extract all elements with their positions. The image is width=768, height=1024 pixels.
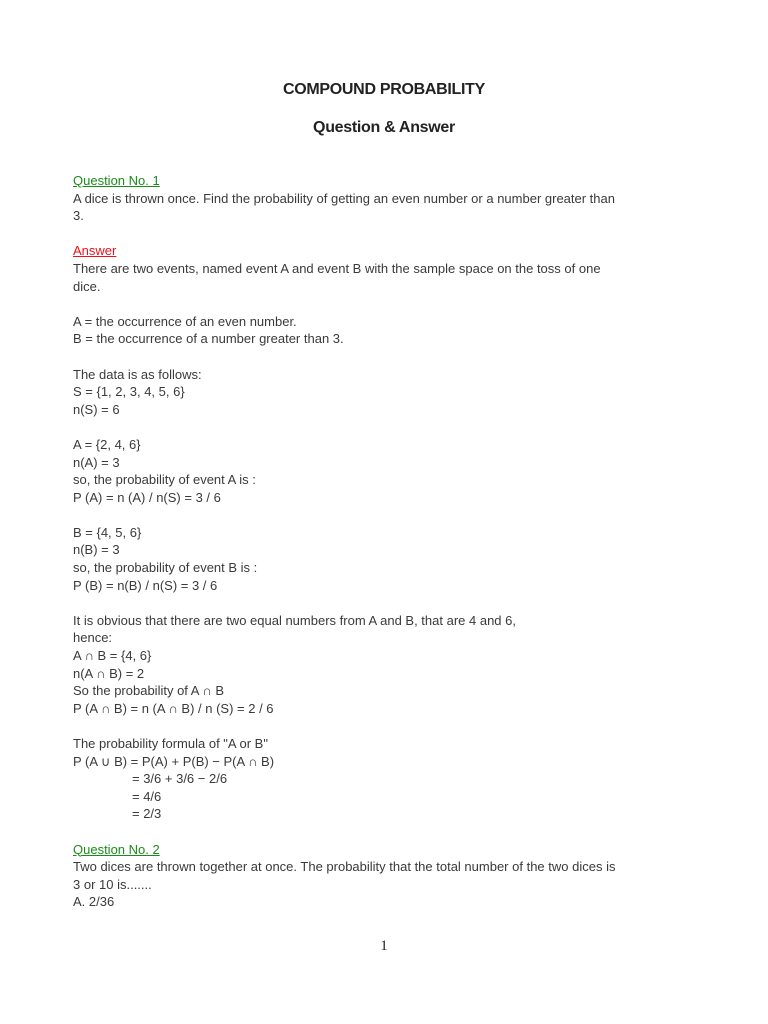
formula-intro: The probability formula of "A or B" bbox=[73, 736, 268, 751]
document-title: COMPOUND PROBABILITY bbox=[282, 81, 485, 98]
event-a-line: A = {2, 4, 6} bbox=[73, 436, 141, 452]
answer-intro-line: There are two events, named event A and event B with the sample space on the toss of one bbox=[73, 260, 601, 276]
intersection-line: So the probability of A ∩ B bbox=[73, 683, 224, 699]
intersection-line: n(A ∩ B) = 2 bbox=[73, 665, 145, 681]
answer-1-heading: Answer bbox=[73, 243, 117, 259]
question-2-option: A. 2/36 bbox=[73, 894, 115, 910]
intersection-line: A ∩ B = {4, 6} bbox=[73, 648, 152, 664]
event-a-line: P (A) = n (A) / n(S) = 3 / 6 bbox=[73, 489, 221, 505]
event-a-line: n(A) = 3 bbox=[73, 454, 120, 470]
question-2-text-line: 3 or 10 is....... bbox=[73, 876, 152, 892]
question-1-text-line: 3. bbox=[73, 208, 84, 224]
intersection-line: hence: bbox=[73, 630, 113, 646]
intersection-line: It is obvious that there are two equal numbers from A and B, that are 4 and 6, bbox=[73, 612, 516, 628]
formula-step: = 2/3 bbox=[132, 806, 162, 822]
sample-space-line: n(S) = 6 bbox=[73, 401, 120, 417]
event-b-line: P (B) = n(B) / n(S) = 3 / 6 bbox=[73, 577, 218, 593]
event-b-line: n(B) = 3 bbox=[73, 542, 120, 558]
question-2-heading: Question No. 2 bbox=[73, 841, 160, 857]
formula-main: P (A ∪ B) = P(A) + P(B) − P(A ∩ B) bbox=[73, 753, 275, 769]
document-body bbox=[73, 172, 653, 911]
page-number: 1 bbox=[380, 938, 388, 954]
event-definition: B = the occurrence of a number greater than 3. bbox=[73, 331, 344, 347]
event-b-line: B = {4, 5, 6} bbox=[73, 524, 142, 540]
intersection-line: P (A ∩ B) = n (A ∩ B) / n (S) = 2 / 6 bbox=[73, 700, 274, 716]
answer-intro-line: dice. bbox=[73, 278, 101, 294]
event-b-line: so, the probability of event B is : bbox=[73, 560, 258, 576]
formula-step: = 3/6 + 3/6 − 2/6 bbox=[132, 771, 228, 787]
question-1-heading: Question No. 1 bbox=[73, 173, 160, 188]
document-subtitle: Question & Answer bbox=[313, 119, 455, 136]
sample-space-line: S = {1, 2, 3, 4, 5, 6} bbox=[73, 384, 185, 400]
question-1-text-line: A dice is thrown once. Find the probability of getting an even number or a number greater than bbox=[73, 190, 615, 206]
sample-space-line: The data is as follows: bbox=[73, 366, 202, 382]
question-2-text-line: Two dices are thrown together at once. The probability that the total number of the two dices is bbox=[73, 859, 616, 875]
event-definition: A = the occurrence of an even number. bbox=[73, 313, 297, 329]
formula-step: = 4/6 bbox=[132, 788, 162, 804]
event-a-line: so, the probability of event A is : bbox=[73, 472, 256, 488]
